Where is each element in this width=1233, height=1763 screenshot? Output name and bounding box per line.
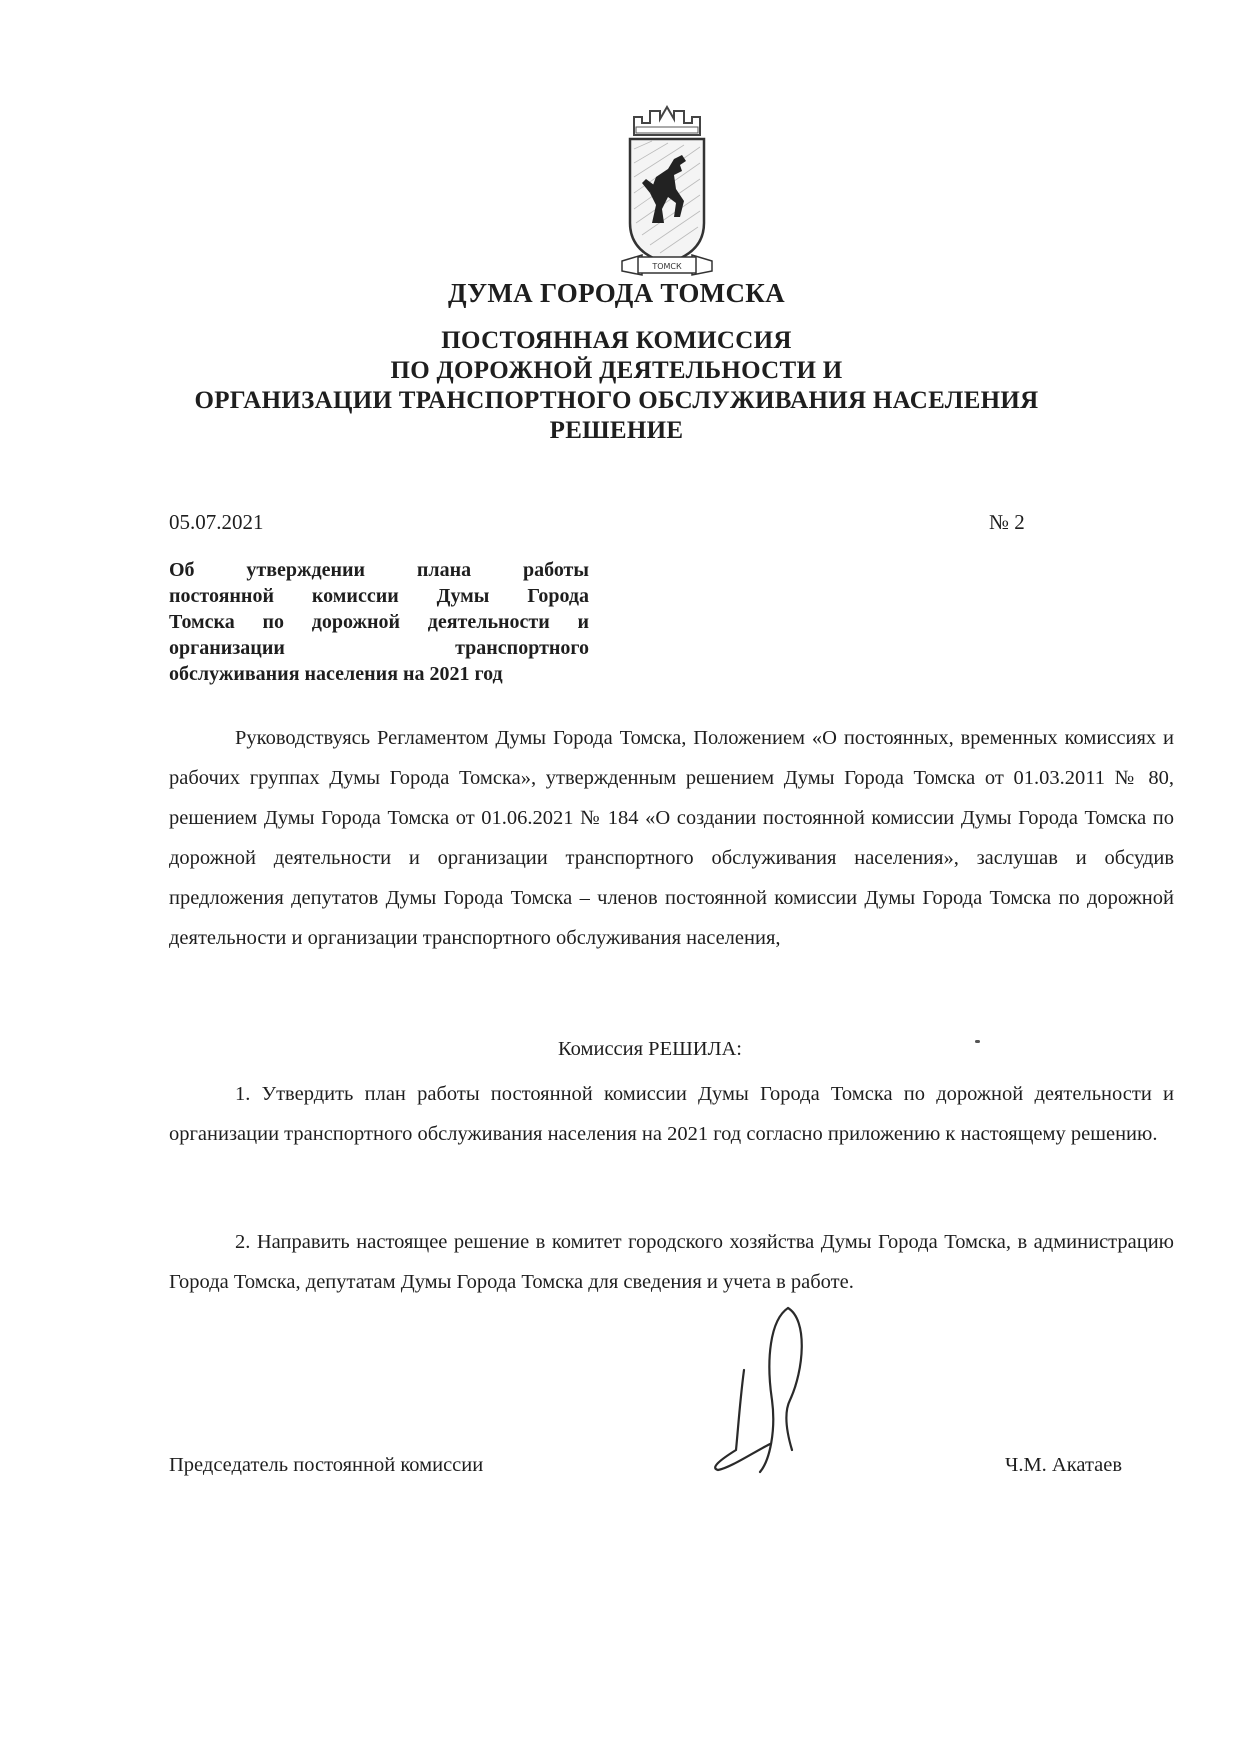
commission-line: ПО ДОРОЖНОЙ ДЕЯТЕЛЬНОСТИ И — [390, 357, 843, 384]
emblem-ribbon-text: ТОМСК — [652, 262, 682, 271]
subject-line: обслуживания населения на 2021 год — [169, 663, 503, 685]
signatory-name: Ч.М. Акатаев — [1005, 1454, 1123, 1476]
subject-line: Об утверждении плана работы — [169, 559, 589, 581]
handwritten-signature-icon — [700, 1300, 850, 1480]
item-2-paragraph: 2. Направить настоящее решение в комитет городского хозяйства Думы Города Томска, в администрацию Города Томска, депутатам Думы Города Томска для сведения и учета в работе. — [169, 1231, 1174, 1293]
commission-title — [0, 326, 1233, 446]
subject-line: Томска по дорожной деятельности и — [169, 611, 589, 633]
decision-subject — [169, 557, 589, 687]
decided-heading: Комиссия РЕШИЛА: — [558, 1038, 742, 1060]
decision-date: 05.07.2021 — [169, 510, 264, 534]
commission-line: ОРГАНИЗАЦИИ ТРАНСПОРТНОГО ОБСЛУЖИВАНИЯ НАСЕЛЕНИЯ — [194, 387, 1039, 414]
subject-line: постоянной комиссии Думы Города — [169, 585, 589, 607]
preamble-paragraph: Руководствуясь Регламентом Думы Города Томска, Положением «О постоянных, временных комиссиях и рабочих группах Думы Города Томска», утвержденным решением Думы Города Томска от 01.03.2011 № 80, решением Думы Города Томска от 01.06.2021 № 184 «О создании постоянной комиссии Думы Города Томска по дорожной деятельности и организации транспортного обслуживания населения», заслушав и обсудив предложения депутатов Думы Города Томска – членов постоянной комиссии Думы Города Томска по дорожной деятельности и организации транспортного обслуживания населения, — [169, 727, 1174, 949]
item-1-paragraph: 1. Утвердить план работы постоянной комиссии Думы Города Томска по дорожной деятельности и организации транспортного обслуживания населения на 2021 год согласно приложению к настоящему решению. — [169, 1083, 1174, 1145]
org-title: ДУМА ГОРОДА ТОМСКА — [448, 278, 785, 308]
commission-line: ПОСТОЯННАЯ КОМИССИЯ — [441, 327, 792, 354]
subject-line: организации транспортного — [169, 637, 589, 659]
scan-artifact — [975, 1040, 980, 1043]
signatory-role: Председатель постоянной комиссии — [169, 1454, 484, 1476]
tomsk-coat-of-arms-icon — [612, 105, 722, 277]
decision-title: РЕШЕНИЕ — [549, 417, 684, 444]
decision-number: № 2 — [989, 510, 1025, 534]
